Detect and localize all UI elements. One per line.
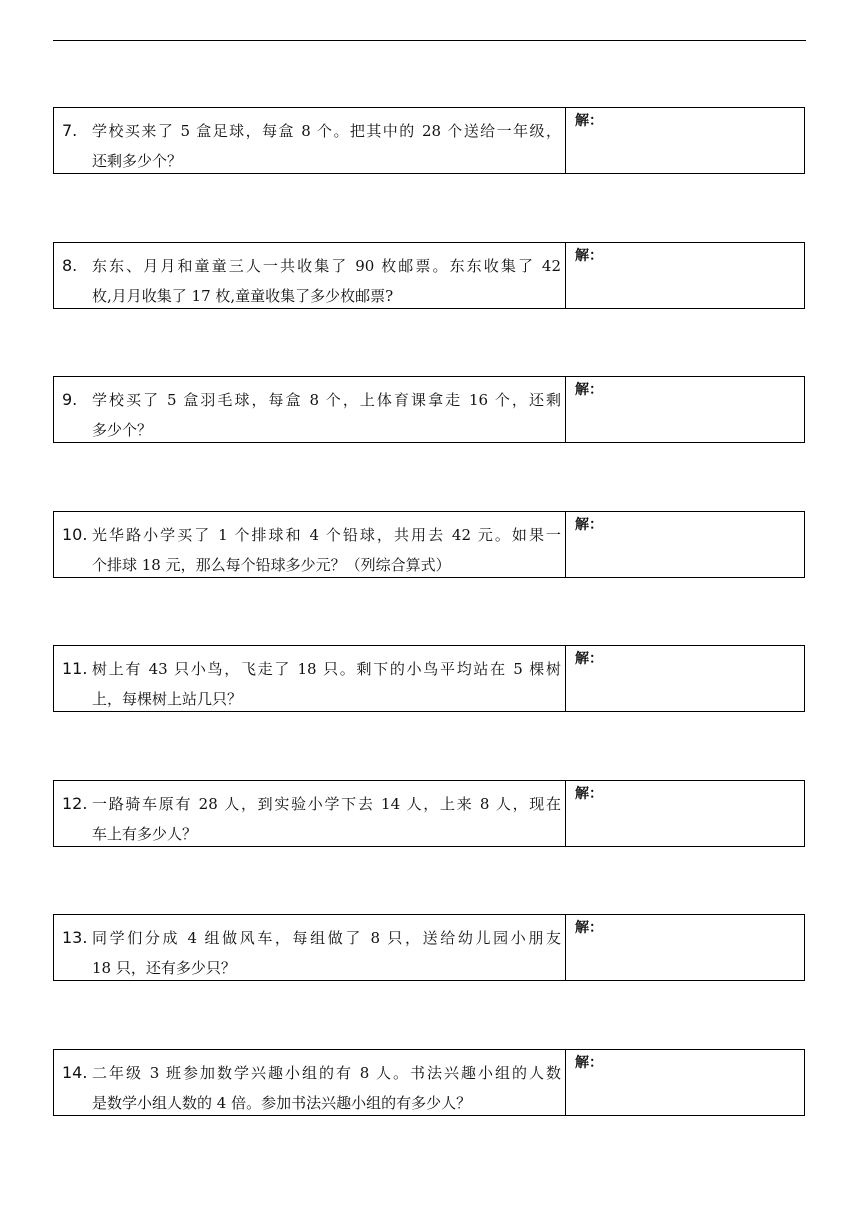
problem-text-line2: 枚,月月收集了 17 枚,童童收集了多少枚邮票? — [92, 287, 394, 305]
problem-text-cell — [54, 108, 566, 173]
answer-label: 解： — [575, 920, 603, 936]
answer-cell[interactable] — [566, 377, 804, 442]
problem-text-cell — [54, 646, 566, 711]
problem-text-cell — [54, 243, 566, 308]
problem-box — [53, 376, 805, 443]
problem-text-cell — [54, 377, 566, 442]
problem-text-cell — [54, 512, 566, 577]
answer-label: 解： — [575, 248, 603, 264]
problem-text-line1: 光华路小学买了 1 个排球和 4 个铅球，共用去 42 元。如果一 — [92, 526, 561, 544]
problem-text-cell — [54, 915, 566, 980]
problem-text-line2: 个排球 18 元，那么每个铅球多少元？（列综合算式） — [92, 556, 451, 574]
answer-cell[interactable] — [566, 915, 804, 980]
problem-text-line2: 是数学小组人数的 4 倍。参加书法兴趣小组的有多少人？ — [92, 1094, 472, 1112]
problem-text-line2: 车上有多少人？ — [92, 825, 198, 843]
problem-box — [53, 511, 805, 578]
problem-text-line2: 上，每棵树上站几只？ — [92, 690, 243, 708]
problem-box — [53, 107, 805, 174]
problem-text-line1: 同学们分成 4 组做风车，每组做了 8 只，送给幼儿园小朋友 — [92, 929, 561, 947]
problem-number: 13. — [62, 928, 88, 947]
problem-number: 7. — [62, 121, 78, 140]
answer-cell[interactable] — [566, 512, 804, 577]
answer-cell[interactable] — [566, 781, 804, 846]
problem-number: 10. — [62, 525, 88, 544]
problem-text-line2: 18 只，还有多少只？ — [92, 959, 236, 977]
problem-text-line1: 学校买了 5 盒羽毛球，每盒 8 个，上体育课拿走 16 个，还剩 — [92, 391, 561, 409]
problem-text-cell — [54, 781, 566, 846]
answer-cell[interactable] — [566, 646, 804, 711]
answer-label: 解： — [575, 113, 603, 129]
problem-text-cell — [54, 1050, 566, 1115]
answer-cell[interactable] — [566, 108, 804, 173]
problem-number: 9. — [62, 390, 78, 409]
answer-cell[interactable] — [566, 1050, 804, 1115]
answer-label: 解： — [575, 651, 603, 667]
problem-text-line2: 多少个？ — [92, 421, 153, 439]
problem-number: 14. — [62, 1063, 88, 1082]
answer-label: 解： — [575, 786, 603, 802]
problem-text-line1: 学校买来了 5 盒足球，每盒 8 个。把其中的 28 个送给一年级， — [92, 122, 561, 140]
answer-label: 解： — [575, 382, 603, 398]
problem-box — [53, 780, 805, 847]
header-rule — [53, 40, 806, 41]
problem-number: 11. — [62, 659, 88, 678]
problem-box — [53, 1049, 805, 1116]
problem-box — [53, 914, 805, 981]
problem-text-line1: 一路骑车原有 28 人，到实验小学下去 14 人，上来 8 人，现在 — [92, 795, 561, 813]
problem-text-line2: 还剩多少个？ — [92, 152, 183, 170]
problem-box — [53, 645, 805, 712]
answer-cell[interactable] — [566, 243, 804, 308]
problem-text-line1: 树上有 43 只小鸟，飞走了 18 只。剩下的小鸟平均站在 5 棵树 — [92, 660, 561, 678]
problem-number: 8. — [62, 256, 78, 275]
answer-label: 解： — [575, 517, 603, 533]
problem-box — [53, 242, 805, 309]
problem-text-line1: 东东、月月和童童三人一共收集了 90 枚邮票。东东收集了 42 — [92, 257, 561, 275]
problem-text-line1: 二年级 3 班参加数学兴趣小组的有 8 人。书法兴趣小组的人数 — [92, 1064, 561, 1082]
answer-label: 解： — [575, 1055, 603, 1071]
problem-number: 12. — [62, 794, 88, 813]
